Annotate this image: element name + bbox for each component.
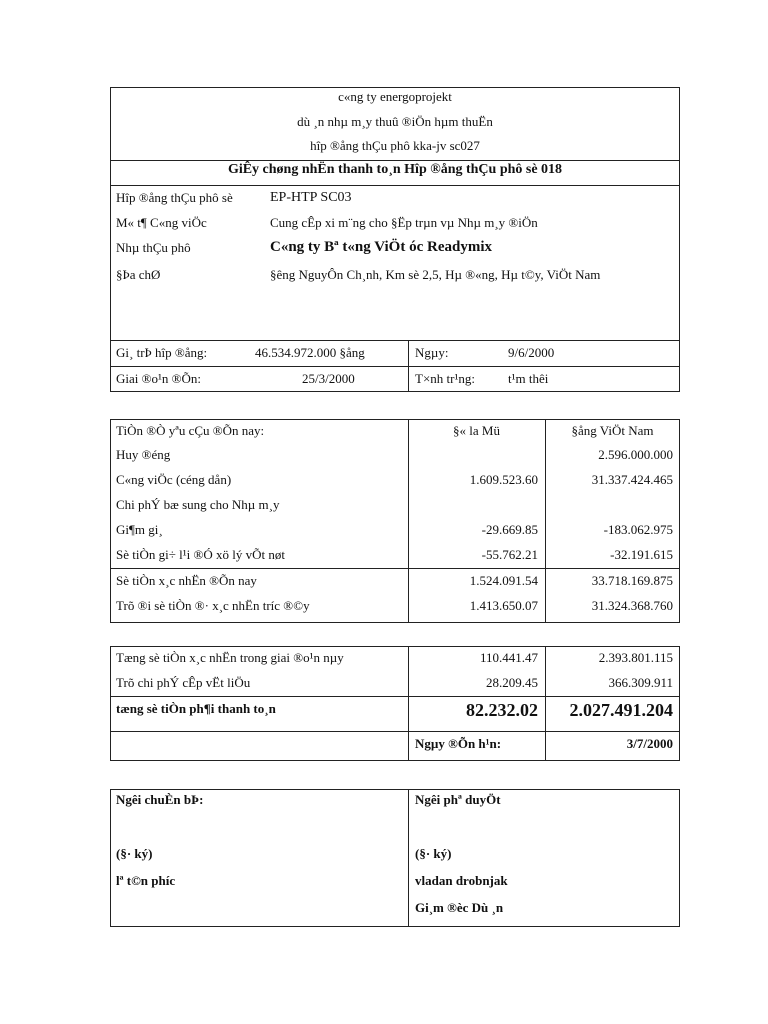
claim-row-desc: Sè tiÒn gi÷ l¹i ®Ó xö lý vÕt nøt (116, 547, 285, 562)
contract-no-label: Hîp ®ång thÇu phô sè (116, 190, 233, 205)
claims-header-desc: TiÒn ®Ò yªu cÇu ®Õn nay: (116, 423, 265, 438)
address-value: §êng NguyÔn Ch¸nh, Km sè 2,5, Hµ ®«ng, Hµ t©y, ViÖt Nam (270, 267, 601, 282)
contract-ref: hîp ®ång thÇu phô kka-jv sc027 (310, 138, 480, 153)
due-date-label: Ngµy ®Õn h¹n: (415, 736, 502, 751)
date-value: 9/6/2000 (508, 345, 555, 360)
prepared-by-label: Ngêi chuÈn bÞ: (116, 792, 204, 807)
claim-row-desc: Huy ®éng (116, 447, 171, 462)
contract-value-label: Gi¸ trÞ hîp ®ång: (116, 345, 208, 360)
certified-vnd: 33.718.169.875 (591, 573, 673, 588)
address-label: §Þa chØ (116, 267, 161, 282)
date-label: Ngµy: (415, 345, 449, 360)
certified-desc: Sè tiÒn x¸c nhËn ®Õn nay (116, 573, 257, 588)
approved-name: vladan drobnjak (415, 873, 508, 888)
payable-desc: tæng sè tiÒn ph¶i thanh to¸n (116, 701, 276, 716)
contract-no-value: EP-HTP SC03 (270, 190, 352, 205)
document-title: GiÊy chøng nhËn thanh to¸n Hîp ®ång thÇu phô sè 018 (227, 162, 563, 177)
previous-desc: Trõ ®i sè tiÒn ®· x¸c nhËn tríc ®©y (116, 598, 310, 613)
period-total-usd: 110.441.47 (479, 650, 538, 665)
claim-row-desc: Gi¶m gi¸ (116, 522, 163, 537)
project-name: dù ¸n nhµ m¸y thuû ®iÖn hµm thuËn (297, 114, 493, 129)
signature-table (110, 789, 680, 927)
contractor-label: Nhµ thÇu phô (116, 240, 191, 255)
previous-vnd: 31.324.368.760 (591, 598, 673, 613)
status-label: T×nh tr¹ng: (415, 371, 475, 386)
approved-title: Gi¸m ®èc Dù ¸n (415, 900, 504, 915)
payable-vnd: 2.027.491.204 (569, 700, 673, 720)
approved-signed: (§· ký) (415, 846, 452, 861)
period-total-vnd: 2.393.801.115 (598, 650, 673, 665)
contract-value: 46.534.972.000 §ång (255, 345, 365, 360)
contractor-value: C«ng ty Bª t«ng ViÖt óc Readymix (270, 239, 492, 255)
due-date-value: 3/7/2000 (626, 736, 673, 751)
material-vnd: 366.309.911 (608, 675, 673, 690)
claim-row-vnd: 2.596.000.000 (598, 447, 673, 462)
claim-row-usd: -55.762.21 (481, 547, 538, 562)
previous-usd: 1.413.650.07 (469, 598, 538, 613)
work-desc-label: M« t¶ C«ng viÖc (116, 215, 207, 230)
payable-usd: 82.232.02 (466, 700, 538, 720)
material-usd: 28.209.45 (486, 675, 538, 690)
claim-row-vnd: -32.191.615 (610, 547, 673, 562)
certified-usd: 1.524.091.54 (469, 573, 538, 588)
status-value: t¹m thêi (508, 371, 549, 386)
approved-by-label: Ngêi phª duyÖt (415, 792, 501, 807)
claim-row-vnd: -183.062.975 (603, 522, 673, 537)
period-total-desc: Tæng sè tiÒn x¸c nhËn trong giai ®o¹n nµy (116, 650, 344, 665)
company-name: c«ng ty energoprojekt (338, 89, 452, 104)
claim-row-desc: Chi phÝ bæ sung cho Nhµ m¸y (116, 497, 280, 512)
prepared-name: lª t©n phíc (116, 873, 176, 888)
claims-header-vnd: §ång ViÖt Nam (571, 423, 654, 438)
claims-header-usd: §« la Mü (453, 423, 500, 438)
claim-row-usd: -29.669.85 (481, 522, 538, 537)
period-label: Giai ®o¹n ®Õn: (116, 371, 202, 386)
claim-row-usd: 1.609.523.60 (469, 472, 538, 487)
prepared-signed: (§· ký) (116, 846, 153, 861)
material-desc: Trõ chi phÝ cÊp vËt liÖu (116, 675, 251, 690)
work-desc-value: Cung cÊp xi m¨ng cho §Ëp trµn vµ Nhµ m¸y ®iÖn (270, 215, 538, 230)
claim-row-vnd: 31.337.424.465 (591, 472, 673, 487)
period-value: 25/3/2000 (302, 371, 355, 386)
claim-row-desc: C«ng viÖc (céng dån) (116, 472, 232, 487)
